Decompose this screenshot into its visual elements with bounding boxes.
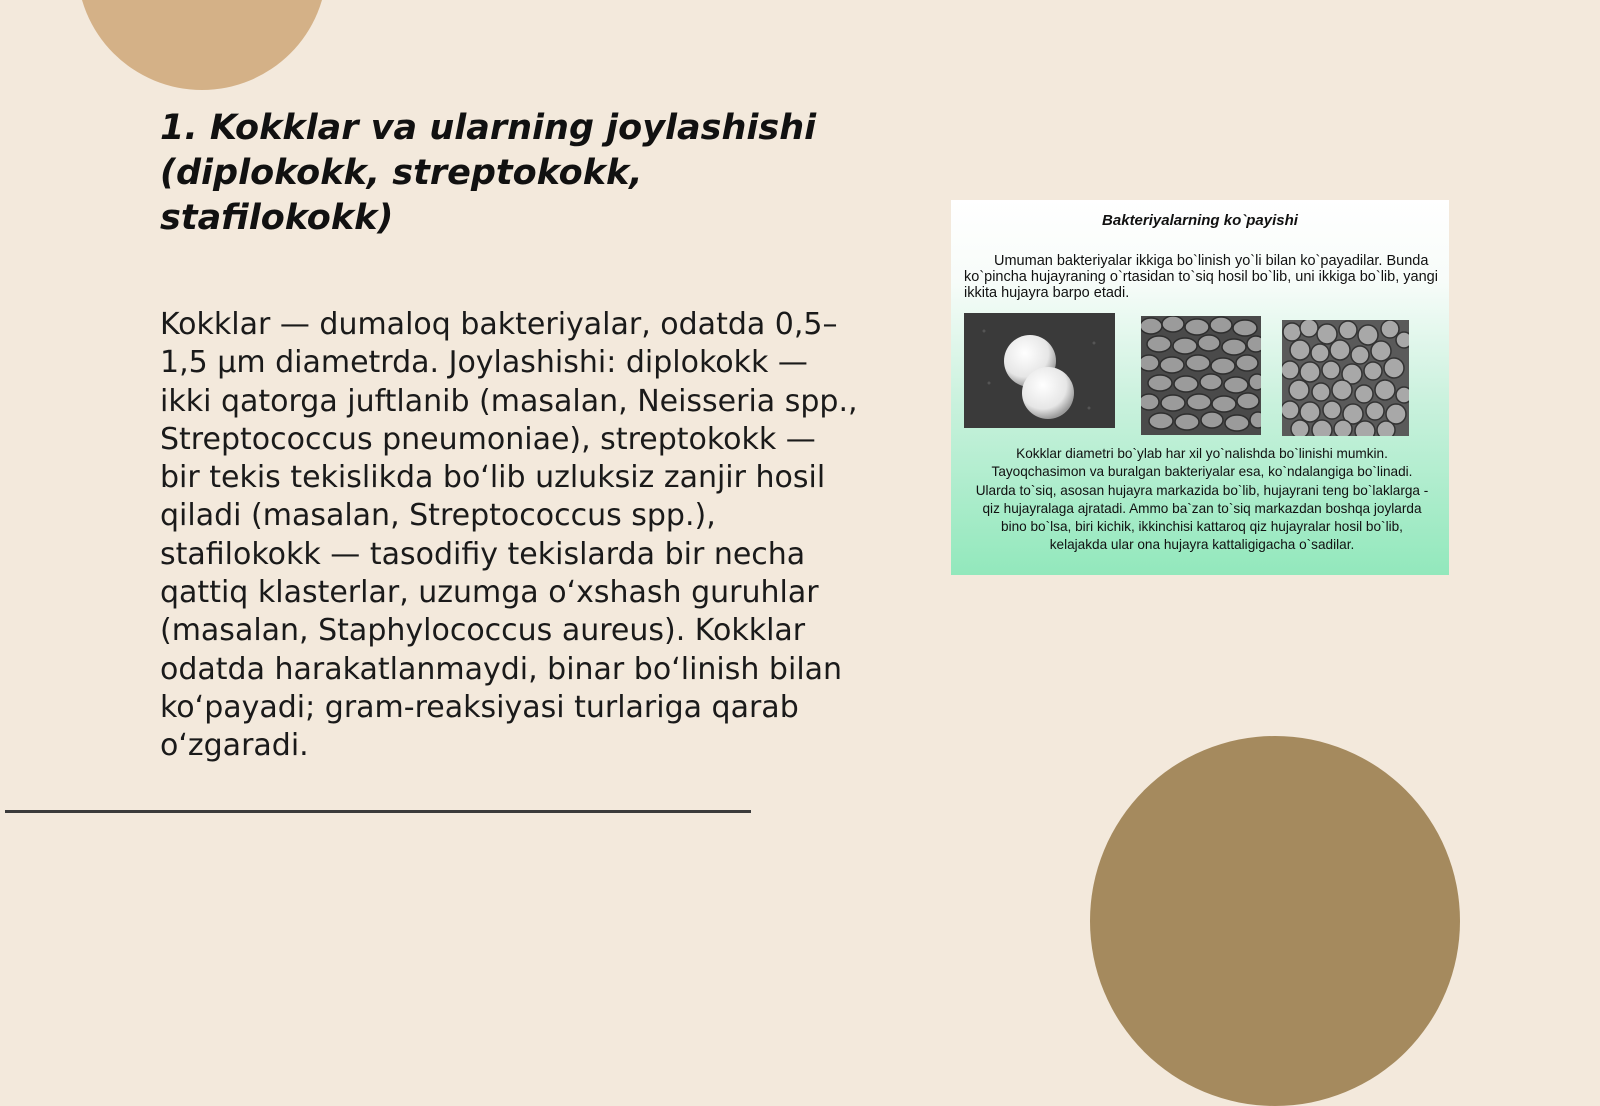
figure-paragraph: Umuman bakteriyalar ikkiga bo`linish yo`li bilan ko`payadilar. Bunda ko`pincha hujayraning o`rtasidan to`siq hosil bo`lib, uni ikkiga bo`lib, yangi ikkita hujayra barpo etadi. xyxy=(964,253,1438,301)
slide-title: 1. Kokklar va ularning joylashishi (diplokokk, streptokokk, stafilokokk) xyxy=(160,108,817,238)
micrograph-streptococcus xyxy=(1141,316,1261,435)
decorative-circle-bottom xyxy=(1090,736,1460,1106)
bacteria-reproduction-figure xyxy=(951,200,1449,575)
decorative-circle-top xyxy=(77,0,327,90)
micrograph-diplococcus xyxy=(964,313,1115,428)
micrograph-staphylococcus xyxy=(1282,320,1409,436)
slide-body-text: Kokklar — dumaloq bakteriyalar, odatda 0,5–1,5 µm diametrda. Joylashishi: diplokokk — ikki qatorga juftlanib (masalan, Neisseria spp., Streptococcus pneumoniae), streptokokk — bir tekis tekislikda bo‘lib uzluksiz zanjir hosil qiladi (masalan, Streptococcus spp.), stafilokokk — tasodifiy tekislarda bir necha qattiq klasterlar, uzumga o‘xshash guruhlar (masalan, Staphylococcus aureus). Kokklar odatda harakatlanmaydi, binar bo‘linish bilan ko‘payadi; gram-reaksiyasi turlariga qarab o‘zgaradi. xyxy=(160,307,858,764)
figure-caption: Kokklar diametri bo`ylab har xil yo`nalishda bo`linishi mumkin. Tayoqchasimon va buralgan bakteriyalar esa, ko`ndalangiga bo`linadi. Ularda to`siq, asosan hujayra markazida bo`lib, hujayrani teng bo`laklarga - qiz hujayralaga ajratadi. Ammo ba`zan to`siq markazdan boshqa joylarda bino bo`lsa, biri kichik, ikkinchisi kattaroq qiz hujayralar hosil bo`lib, kelajakda ular ona hujayra kattaligigacha o`sadilar. xyxy=(975,446,1429,553)
figure-title: Bakteriyalarning ko`payishi xyxy=(1102,212,1298,229)
divider-line xyxy=(5,810,751,813)
